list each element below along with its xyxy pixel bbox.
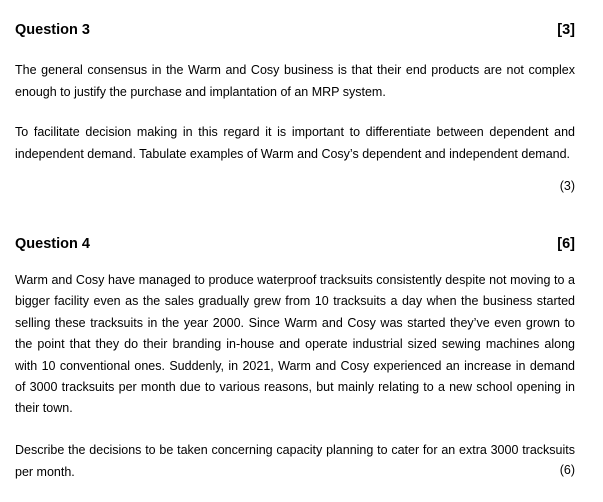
question-3-paragraph-2: To facilitate decision making in this regard it is important to differentiate between dependent and independent demand. Tabulate examples of Warm and Cosy’s dependent and independent demand. <box>15 125 575 161</box>
question-4-marks: (6) <box>559 463 575 477</box>
question-4-paragraph-2 <box>15 440 575 483</box>
question-3-heading <box>15 22 575 38</box>
question-3-total-marks: [3] <box>557 22 575 38</box>
question-4-total-marks: [6] <box>557 236 575 252</box>
question-4-paragraph-2-text: Describe the decisions to be taken concerning capacity planning to cater for an extra 3000 tracksuits per month. <box>15 443 575 479</box>
question-4-title: Question 4 <box>15 236 90 252</box>
question-3-title: Question 3 <box>15 22 90 38</box>
question-3-paragraph-1: The general consensus in the Warm and Cosy business is that their end products are not complex enough to justify the purchase and implantation of an MRP system. <box>15 63 575 99</box>
question-3-marks: (3) <box>559 179 575 193</box>
question-4-heading <box>15 236 575 252</box>
question-4-paragraph-1: Warm and Cosy have managed to produce waterproof tracksuits consistently despite not moving to a bigger facility even as the sales gradually grew from 10 tracksuits a day when the business started selling these tracksuits in the year 2000. Since Warm and Cosy was started they’ve even grown to the point that they do their branding in-house and operate industrial sized sewing machines along with 10 conventional ones. Suddenly, in 2021, Warm and Cosy experienced an increase in demand of 3000 tracksuits per month due to various reasons, but mainly relating to a new school opening in their town. <box>15 273 575 416</box>
